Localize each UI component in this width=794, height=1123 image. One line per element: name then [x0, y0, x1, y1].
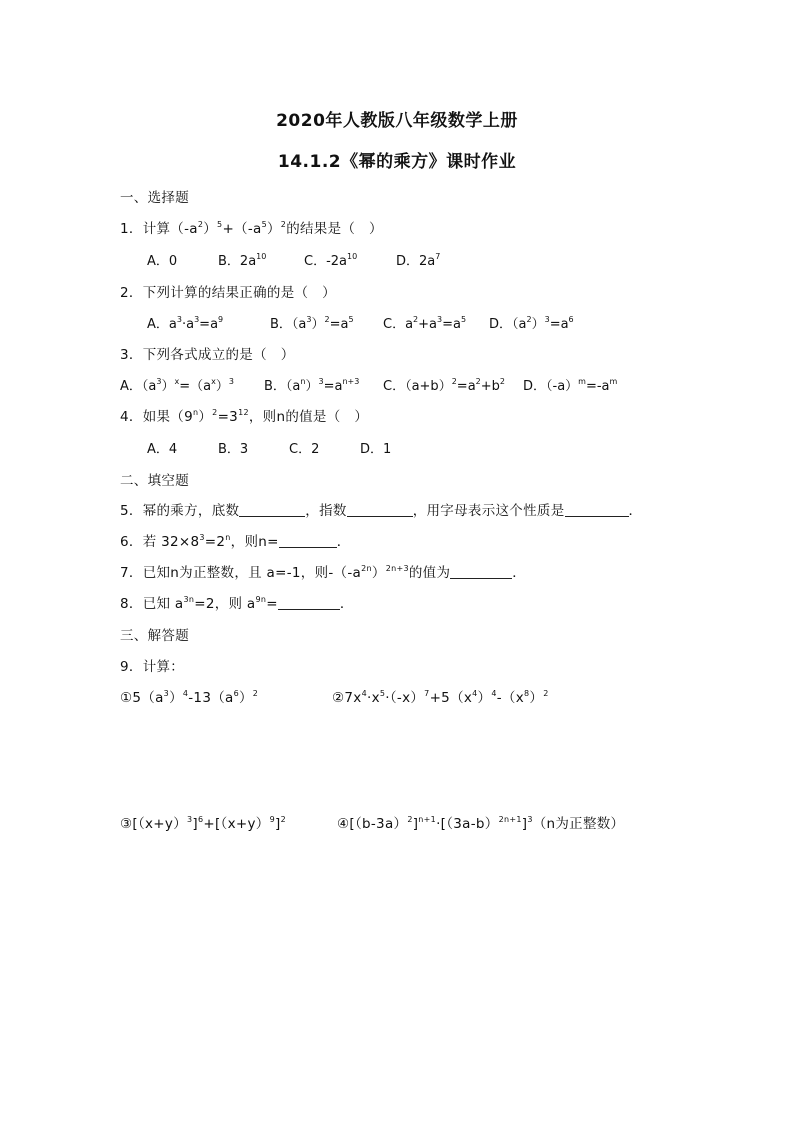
q2-option-c: C．$a^2+a^3=a^5$ — [383, 315, 467, 332]
question-1: 1．计算$(-a^2)^5+(-a^5)^2$的结果是（ ） — [120, 220, 383, 237]
question-8: 8．已知 $a^{3n}=2$，则 $a^{9n}=$ ． — [120, 595, 354, 612]
section-heading-choice: 一、选择题 — [120, 190, 189, 206]
question-6: 6．若 $32\times 8^3=2^n$，则n= ． — [120, 533, 351, 550]
q4-option-a: A．4 — [147, 442, 178, 457]
q4-option-b: B．3 — [218, 442, 249, 457]
q9-part-4: $④[(b-3a)^2]^{n+1}\cdot[(3a-b)^{2n+1}]^3(n$为正整数） — [337, 815, 625, 832]
q2-option-a: A．$a^3\cdot a^3=a^9$ — [147, 315, 224, 332]
section-heading-fill: 二、填空题 — [120, 473, 189, 489]
q1-option-d: D．$2a^7$ — [396, 252, 441, 269]
q1-option-b: B．$2a^{10}$ — [218, 252, 267, 269]
answer-blank[interactable] — [279, 535, 337, 548]
answer-blank[interactable] — [347, 504, 413, 517]
question-7: 7．已知n为正整数，且 a=-1，则$-(-a^{2n})^{2n+3}$的值为 ． — [120, 564, 527, 581]
q9-part-2: $②7x^4\cdot x^5\cdot(-x)^7+5(x^4)^4-(x^8)^2$ — [332, 689, 549, 706]
answer-blank[interactable] — [239, 504, 305, 517]
q3-option-a: A．$(a^3)^x=(a^x)^3$ — [120, 377, 234, 394]
q2-option-d: D．$(a^2)^3=a^6$ — [489, 315, 574, 332]
q9-part-1: $①5(a^3)^4-13(a^6)^2$ — [120, 689, 259, 706]
question-5: 5．幂的乘方，底数 ，指数 ，用字母表示这个性质是 ． — [120, 503, 643, 519]
q4-option-c: C．2 — [289, 442, 320, 457]
q1-option-a: A．0 — [147, 254, 178, 269]
question-2: 2．下列计算的结果正确的是（ ） — [120, 285, 336, 301]
question-9: 9．计算： — [120, 659, 185, 675]
q2-option-b: B．$(a^3)^2=a^5$ — [270, 315, 354, 332]
q3-option-c: C．$(a+b)^2=a^2+b^2$ — [383, 377, 505, 394]
document-subtitle: 14.1.2《幂的乘方》课时作业 — [277, 152, 517, 172]
document-title: 2020年人教版八年级数学上册 — [276, 111, 518, 131]
q3-option-d: D．$(-a)^m=-a^m$ — [523, 377, 618, 394]
q1-option-c: C．$-2a^{10}$ — [304, 252, 358, 269]
q9-part-3: $③[(x+y)^3]^6+[(x+y)^9]^2$ — [120, 815, 286, 832]
question-3: 3．下列各式成立的是（ ） — [120, 347, 295, 363]
answer-blank[interactable] — [565, 504, 629, 517]
question-4: 4．如果$(9^n)^2=3^{12}$，则n的值是（ ） — [120, 408, 369, 425]
answer-blank[interactable] — [450, 566, 512, 579]
section-heading-solve: 三、解答题 — [120, 628, 189, 644]
q3-option-b: B．$(a^n)^3=a^{n+3}$ — [264, 377, 360, 394]
answer-blank[interactable] — [278, 597, 340, 610]
q4-option-d: D．1 — [360, 442, 392, 457]
